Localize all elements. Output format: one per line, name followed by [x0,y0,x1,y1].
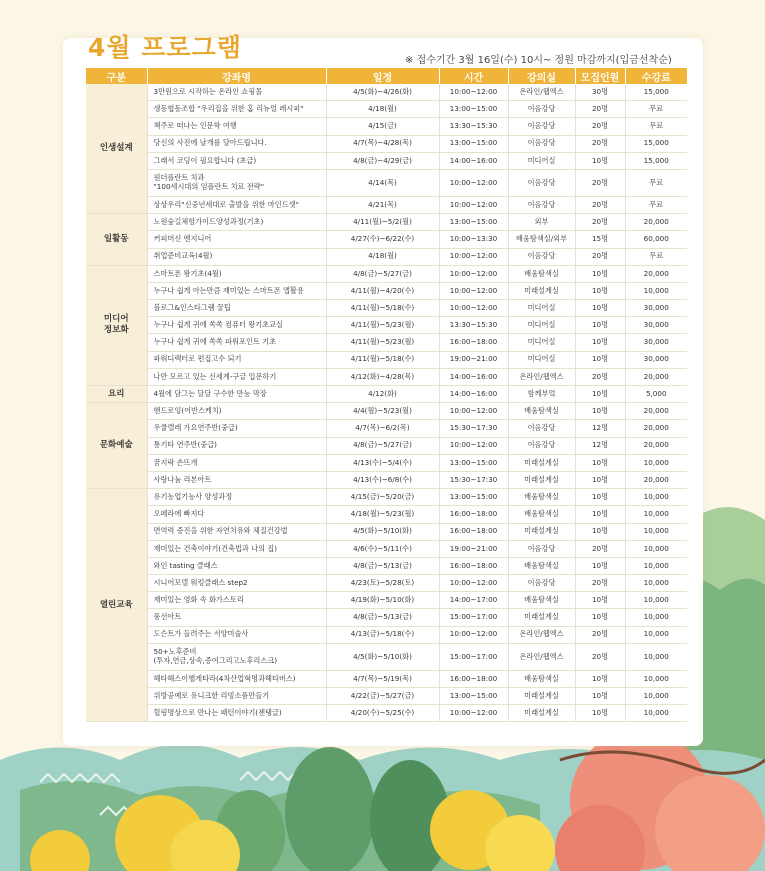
room-cell: 온라인/웹엑스 [508,368,575,385]
table-row [86,300,687,317]
schedule-cell: 4/12(화) [326,386,439,403]
fee-cell: 30,000 [625,351,687,368]
time-cell: 10:00~12:00 [439,705,508,722]
capacity-cell: 10명 [575,351,625,368]
table-row [86,169,687,196]
category-cell: 인생설계 [86,84,147,214]
room-cell: 배움탐색실 [508,592,575,609]
capacity-cell: 10명 [575,282,625,299]
fee-cell: 무료 [625,101,687,118]
table-row [86,101,687,118]
fee-cell: 30,000 [625,334,687,351]
course-name-cell: 핸드로잉(어반스케치) [147,403,326,420]
capacity-cell: 20명 [575,169,625,196]
schedule-cell: 4/15(금) [326,118,439,135]
room-cell: 함께부엌 [508,386,575,403]
capacity-cell: 10명 [575,705,625,722]
program-table [86,68,687,722]
course-name-cell: 면역력 증진을 위한 자연치유와 체질건강법 [147,523,326,540]
table-row [86,471,687,488]
capacity-cell: 10명 [575,265,625,282]
room-cell: 배움탐색실 [508,670,575,687]
fee-cell: 무료 [625,118,687,135]
table-row [86,540,687,557]
course-name-cell: 재미있는 건축이야기(건축법과 나의 집) [147,540,326,557]
room-cell: 이음강당 [508,437,575,454]
room-cell: 배움탐색실 [508,506,575,523]
schedule-cell: 4/18(월)~5/23(월) [326,506,439,523]
course-name-cell: 그래서 코딩이 필요합니다 (초급) [147,152,326,169]
time-cell: 13:00~15:00 [439,454,508,471]
table-row [86,214,687,231]
table-row [86,523,687,540]
capacity-cell: 20명 [575,368,625,385]
table-row [86,231,687,248]
time-cell: 16:00~18:00 [439,523,508,540]
fee-cell: 10,000 [625,506,687,523]
time-cell: 10:00~13:30 [439,231,508,248]
time-cell: 16:00~18:00 [439,670,508,687]
course-name-cell: 유기농업기능사 양성과정 [147,489,326,506]
page-title: 4월 프로그램 [88,33,242,62]
category-cell: 미디어 정보화 [86,265,147,385]
room-cell: 온라인/웹엑스 [508,84,575,101]
time-cell: 13:00~15:00 [439,135,508,152]
room-cell: 이음강당 [508,101,575,118]
table-row [86,705,687,722]
course-name-cell: 와인 tasting 클래스 [147,557,326,574]
time-cell: 15:00~17:00 [439,643,508,670]
room-cell: 이음강당 [508,196,575,213]
time-cell: 16:00~18:00 [439,506,508,523]
room-cell: 온라인/웹엑스 [508,643,575,670]
time-cell: 13:30~15:30 [439,317,508,334]
table-row [86,489,687,506]
time-cell: 10:00~12:00 [439,248,508,265]
course-name-cell: 사랑나눔 리본아트 [147,471,326,488]
category-cell: 문화예술 [86,403,147,489]
course-name-cell: 50+노후준비 (투자,연금,상속,증여그리고노후리스크) [147,643,326,670]
schedule-cell: 4/11(월)~5/23(월) [326,334,439,351]
table-row [86,317,687,334]
capacity-cell: 15명 [575,231,625,248]
schedule-cell: 4/11(월)~5/18(수) [326,300,439,317]
fee-cell: 10,000 [625,609,687,626]
column-header-schedule: 일정 [326,68,439,84]
capacity-cell: 10명 [575,386,625,403]
time-cell: 13:30~15:30 [439,118,508,135]
fee-cell: 10,000 [625,643,687,670]
course-name-cell: 3만원으로 시작하는 온라인 쇼핑몰 [147,84,326,101]
room-cell: 배움탐색실 [508,489,575,506]
fee-cell: 20,000 [625,214,687,231]
room-cell: 이음강당 [508,169,575,196]
room-cell: 외부 [508,214,575,231]
table-row [86,437,687,454]
column-header-room: 강의실 [508,68,575,84]
room-cell: 미래설계실 [508,523,575,540]
schedule-cell: 4/14(목) [326,169,439,196]
schedule-cell: 4/5(화)~5/10(화) [326,523,439,540]
fee-cell: 10,000 [625,705,687,722]
schedule-cell: 4/8(금)~5/27(금) [326,437,439,454]
fee-cell: 무료 [625,196,687,213]
table-row [86,152,687,169]
course-name-cell: 도슨트가 들려주는 서양미술사 [147,626,326,643]
room-cell: 배움탐색실 [508,557,575,574]
capacity-cell: 20명 [575,248,625,265]
room-cell: 미래설계실 [508,609,575,626]
fee-cell: 15,000 [625,152,687,169]
capacity-cell: 10명 [575,670,625,687]
fee-cell: 30,000 [625,300,687,317]
time-cell: 16:00~18:00 [439,557,508,574]
time-cell: 13:00~15:00 [439,214,508,231]
table-row [86,282,687,299]
schedule-cell: 4/8(금)~5/13(금) [326,557,439,574]
schedule-cell: 4/21(목) [326,196,439,213]
course-name-cell: 노원숲길체험가이드양성과정(기초) [147,214,326,231]
room-cell: 미디어실 [508,351,575,368]
column-header-capacity: 모집인원 [575,68,625,84]
capacity-cell: 10명 [575,300,625,317]
course-name-cell: 풍선아트 [147,609,326,626]
time-cell: 10:00~12:00 [439,437,508,454]
column-header-time: 시간 [439,68,508,84]
course-name-cell: 시니어모델 워킹클래스 step2 [147,575,326,592]
table-row [86,118,687,135]
time-cell: 14:00~17:00 [439,592,508,609]
table-row [86,351,687,368]
table-row [86,454,687,471]
capacity-cell: 10명 [575,506,625,523]
schedule-cell: 4/11(월)~5/2(월) [326,214,439,231]
time-cell: 10:00~12:00 [439,84,508,101]
course-name-cell: 우쿨렐레 가요연주반(중급) [147,420,326,437]
time-cell: 10:00~12:00 [439,265,508,282]
fee-cell: 60,000 [625,231,687,248]
table-row [86,670,687,687]
schedule-cell: 4/11(월)~4/20(수) [326,282,439,299]
room-cell: 미래설계실 [508,705,575,722]
time-cell: 14:00~16:00 [439,152,508,169]
table-row [86,265,687,282]
capacity-cell: 30명 [575,84,625,101]
capacity-cell: 12명 [575,437,625,454]
fee-cell: 10,000 [625,626,687,643]
schedule-cell: 4/5(화)~5/10(화) [326,643,439,670]
capacity-cell: 20명 [575,135,625,152]
schedule-cell: 4/8(금)~5/27(금) [326,265,439,282]
schedule-cell: 4/20(수)~5/25(수) [326,705,439,722]
course-name-cell: 상상우리"신중년세대로 출발을 위한 마인드셋" [147,196,326,213]
table-row [86,403,687,420]
fee-cell: 10,000 [625,489,687,506]
time-cell: 10:00~12:00 [439,300,508,317]
capacity-cell: 20명 [575,626,625,643]
course-name-cell: 스마트폰 왕기초(4월) [147,265,326,282]
time-cell: 10:00~12:00 [439,626,508,643]
fee-cell: 20,000 [625,403,687,420]
time-cell: 13:00~15:00 [439,688,508,705]
fee-cell: 20,000 [625,368,687,385]
table-row [86,248,687,265]
room-cell: 미디어실 [508,152,575,169]
time-cell: 15:30~17:30 [439,471,508,488]
column-header-category: 구분 [86,68,147,84]
time-cell: 19:00~21:00 [439,351,508,368]
table-row [86,592,687,609]
schedule-cell: 4/19(화)~5/10(화) [326,592,439,609]
fee-cell: 20,000 [625,420,687,437]
course-name-cell: 책주로 떠나는 인문학 여행 [147,118,326,135]
category-cell: 일활동 [86,214,147,266]
registration-notice: ※ 접수기간 3월 16일(수) 10시~ 정원 마감까지(입금선착순) [405,55,672,66]
capacity-cell: 20명 [575,575,625,592]
room-cell: 온라인/웹엑스 [508,626,575,643]
table-row [86,643,687,670]
schedule-cell: 4/5(화)~4/26(화) [326,84,439,101]
capacity-cell: 20명 [575,214,625,231]
capacity-cell: 10명 [575,334,625,351]
room-cell: 배움탐색실 [508,403,575,420]
table-row [86,609,687,626]
fee-cell: 20,000 [625,265,687,282]
fee-cell: 10,000 [625,688,687,705]
table-row [86,386,687,403]
room-cell: 이음강당 [508,540,575,557]
fee-cell: 10,000 [625,454,687,471]
table-row [86,368,687,385]
course-name-cell: 취업준비교육(4월) [147,248,326,265]
schedule-cell: 4/7(목)~6/2(목) [326,420,439,437]
capacity-cell: 20명 [575,196,625,213]
capacity-cell: 10명 [575,688,625,705]
room-cell: 미디어실 [508,334,575,351]
table-row [86,575,687,592]
capacity-cell: 10명 [575,471,625,488]
fee-cell: 무료 [625,169,687,196]
column-header-course: 강좌명 [147,68,326,84]
room-cell: 미래설계실 [508,471,575,488]
course-name-cell: 위방공예로 유니크한 리빙소품만들기 [147,688,326,705]
schedule-cell: 4/7(목)~5/19(목) [326,670,439,687]
schedule-cell: 4/13(수)~5/4(수) [326,454,439,471]
time-cell: 10:00~12:00 [439,196,508,213]
column-header-fee: 수강료 [625,68,687,84]
schedule-cell: 4/6(수)~5/11(수) [326,540,439,557]
capacity-cell: 10명 [575,489,625,506]
course-name-cell: 4월에 담그는 달달 구수한 만능 막장 [147,386,326,403]
capacity-cell: 20명 [575,643,625,670]
capacity-cell: 10명 [575,403,625,420]
fee-cell: 무료 [625,248,687,265]
table-row [86,506,687,523]
room-cell: 이음강당 [508,248,575,265]
time-cell: 14:00~16:00 [439,386,508,403]
fee-cell: 15,000 [625,84,687,101]
course-name-cell: 당신의 사진에 날개를 달아드립니다. [147,135,326,152]
time-cell: 15:00~17:00 [439,609,508,626]
course-name-cell: 통기타 연주반(중급) [147,437,326,454]
category-cell: 요리 [86,386,147,403]
time-cell: 10:00~12:00 [439,575,508,592]
course-name-cell: 누구나 쉽게 귀에 쏙쏙 파워포인트 기초 [147,334,326,351]
schedule-cell: 4/18(월) [326,101,439,118]
fee-cell: 10,000 [625,540,687,557]
capacity-cell: 20명 [575,101,625,118]
time-cell: 13:00~15:00 [439,489,508,506]
capacity-cell: 10명 [575,609,625,626]
room-cell: 이음강당 [508,135,575,152]
room-cell: 미디어실 [508,300,575,317]
schedule-cell: 4/18(월) [326,248,439,265]
time-cell: 10:00~12:00 [439,169,508,196]
capacity-cell: 20명 [575,540,625,557]
fee-cell: 20,000 [625,471,687,488]
schedule-cell: 4/7(목)~4/28(목) [326,135,439,152]
capacity-cell: 10명 [575,454,625,471]
fee-cell: 30,000 [625,317,687,334]
fee-cell: 10,000 [625,282,687,299]
fee-cell: 15,000 [625,135,687,152]
room-cell: 배움탐색실 [508,265,575,282]
course-name-cell: 헤타헤스이헬게타라(4차산업혁명과헤타버스) [147,670,326,687]
capacity-cell: 10명 [575,317,625,334]
capacity-cell: 12명 [575,420,625,437]
fee-cell: 10,000 [625,592,687,609]
fee-cell: 10,000 [625,557,687,574]
schedule-cell: 4/23(토)~5/28(토) [326,575,439,592]
schedule-cell: 4/11(월)~5/23(월) [326,317,439,334]
table-row [86,84,687,101]
schedule-cell: 4/13(금)~5/18(수) [326,626,439,643]
schedule-cell: 4/12(화)~4/28(목) [326,368,439,385]
capacity-cell: 10명 [575,523,625,540]
time-cell: 10:00~12:00 [439,403,508,420]
room-cell: 미래설계실 [508,454,575,471]
schedule-cell: 4/15(금)~5/20(금) [326,489,439,506]
category-cell: 열린교육 [86,489,147,722]
course-name-cell: 누구나 쉽게 아는만큼 재미있는 스마트폰 앱활용 [147,282,326,299]
schedule-cell: 4/27(수)~6/22(수) [326,231,439,248]
fee-cell: 10,000 [625,575,687,592]
table-row [86,334,687,351]
time-cell: 13:00~15:00 [439,101,508,118]
capacity-cell: 20명 [575,118,625,135]
schedule-cell: 4/8(금)~4/29(금) [326,152,439,169]
schedule-cell: 4/22(금)~5/27(금) [326,688,439,705]
fee-cell: 5,000 [625,386,687,403]
schedule-cell: 4/4(월)~5/23(월) [326,403,439,420]
time-cell: 14:00~16:00 [439,368,508,385]
time-cell: 15:30~17:30 [439,420,508,437]
course-name-cell: 생동협동조합 "우리집을 위한 홈 리뉴얼 레시피" [147,101,326,118]
room-cell: 미래설계실 [508,688,575,705]
table-row [86,420,687,437]
fee-cell: 10,000 [625,523,687,540]
room-cell: 이음강당 [508,575,575,592]
course-name-cell: 블로그&인스타그램 꿀팁 [147,300,326,317]
table-row [86,626,687,643]
table-header-row [86,68,687,84]
fee-cell: 20,000 [625,437,687,454]
schedule-cell: 4/13(수)~6/8(수) [326,471,439,488]
schedule-cell: 4/8(금)~5/13(금) [326,609,439,626]
capacity-cell: 10명 [575,592,625,609]
course-name-cell: 커피머신 엔지니어 [147,231,326,248]
room-cell: 이음강당 [508,420,575,437]
capacity-cell: 10명 [575,557,625,574]
capacity-cell: 10명 [575,152,625,169]
time-cell: 10:00~12:00 [439,282,508,299]
course-name-cell: 꿈지락 손뜨개 [147,454,326,471]
course-name-cell: 오페라에 빠지다 [147,506,326,523]
course-name-cell: 나만 모르고 있는 신세계-구글 입문하기 [147,368,326,385]
fee-cell: 10,000 [625,670,687,687]
course-name-cell: 원더플란트 치과 "100세시대의 임플란트 치료 전략" [147,169,326,196]
table-row [86,557,687,574]
course-name-cell: 힐링명상으로 만나는 패턴이야기(젠탱글) [147,705,326,722]
room-cell: 이음강당 [508,118,575,135]
course-name-cell: 누구나 쉽게 귀에 쏙쏙 컴퓨터 왕기초교실 [147,317,326,334]
time-cell: 16:00~18:00 [439,334,508,351]
room-cell: 미디어실 [508,317,575,334]
time-cell: 19:00~21:00 [439,540,508,557]
course-name-cell: 재미있는 영화 속 화가스토리 [147,592,326,609]
room-cell: 배움탐색실/외부 [508,231,575,248]
table-row [86,135,687,152]
table-row [86,688,687,705]
schedule-cell: 4/11(월)~5/18(수) [326,351,439,368]
table-row [86,196,687,213]
room-cell: 미래설계실 [508,282,575,299]
course-name-cell: 파워디렉터로 편집고수 되기 [147,351,326,368]
